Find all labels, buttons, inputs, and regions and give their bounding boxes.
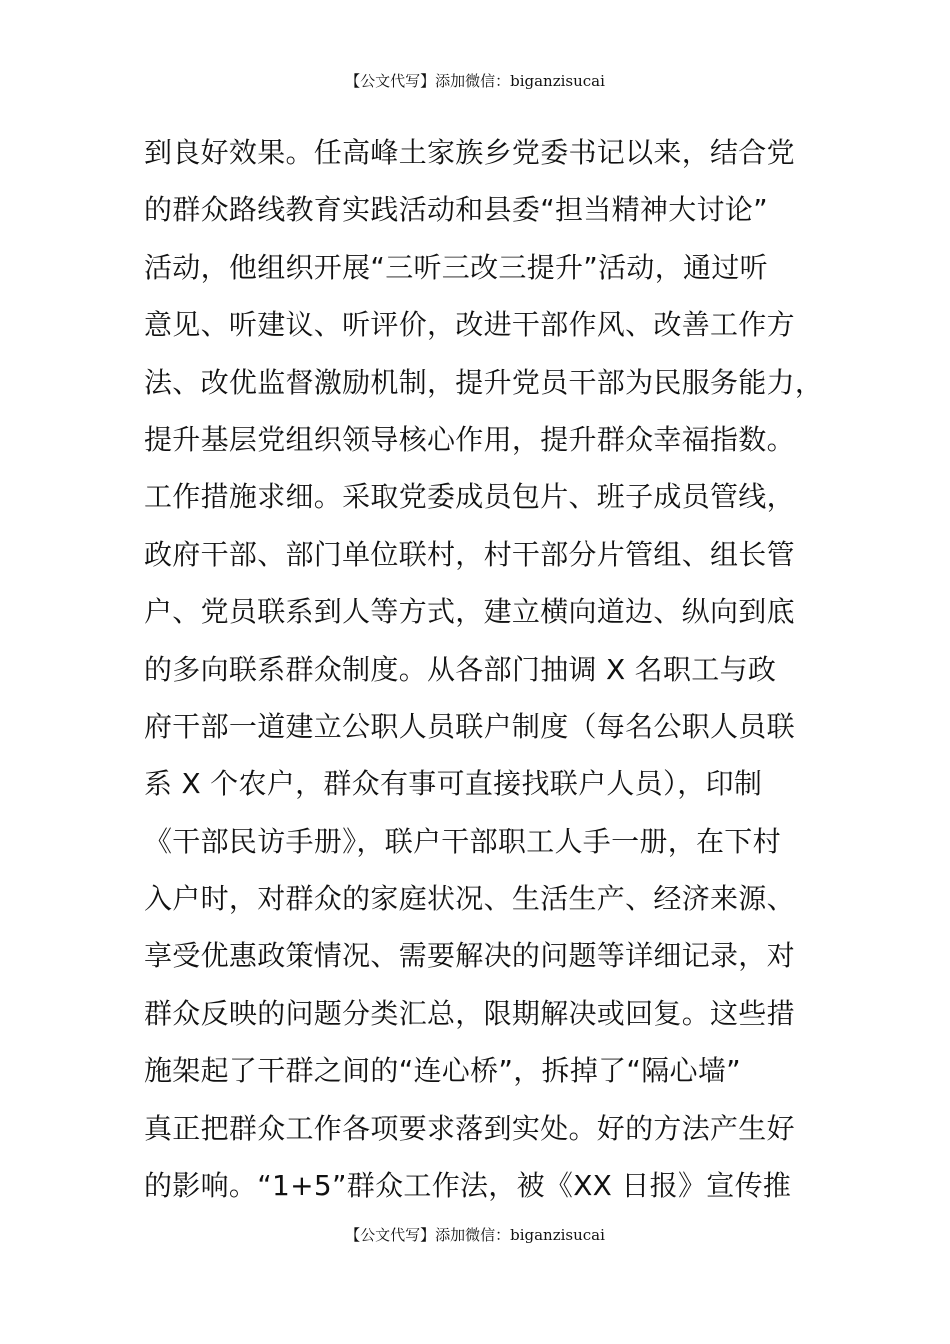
text-line: 工作措施求细。采取党委成员包片、班子成员管线，	[144, 480, 795, 514]
text-line: 活动，他组织开展“三听三改三提升”活动，通过听	[144, 250, 768, 284]
text-line: 提升基层党组织领导核心作用，提升群众幸福指数。	[144, 422, 795, 456]
text-line: 入户时，对群众的家庭状况、生活生产、经济来源、	[144, 882, 795, 916]
text-line: 群众反映的问题分类汇总，限期解决或回复。这些措	[144, 996, 795, 1030]
text-line: 意见、听建议、听评价，改进干部作风、改善工作方	[144, 308, 795, 342]
text-line: 府干部一道建立公职人员联户制度（每名公职人员联	[144, 709, 795, 743]
text-line: 到良好效果。任高峰土家族乡党委书记以来，结合党	[144, 136, 795, 169]
text-line: 系 X 个农户，群众有事可直接找联户人员），印制	[144, 767, 763, 801]
text-line: 法、改优监督激励机制，提升党员干部为民服务能力，	[144, 365, 824, 399]
text-line: 政府干部、部门单位联村，村干部分片管组、组长管	[144, 537, 795, 571]
body-text	[144, 124, 844, 1214]
page-header: 【公文代写】添加微信：biganzisucai	[345, 72, 605, 90]
text-line: 真正把群众工作各项要求落到实处。好的方法产生好	[144, 1111, 795, 1145]
text-line: 的多向联系群众制度。从各部门抽调 X 名职工与政	[144, 652, 777, 686]
text-line: 享受优惠政策情况、需要解决的问题等详细记录，对	[144, 939, 795, 973]
text-line: 户、党员联系到人等方式，建立横向道边、纵向到底	[144, 595, 795, 629]
text-line: 的群众路线教育实践活动和县委“担当精神大讨论”	[144, 193, 768, 227]
text-line: 施架起了干群之间的“连心桥”，拆掉了“隔心墙”	[144, 1054, 741, 1088]
text-line: 《干部民访手册》，联户干部职工人手一册，在下村	[144, 824, 781, 858]
page-footer: 【公文代写】添加微信：biganzisucai	[345, 1226, 605, 1244]
text-line: 的影响。“1+5”群众工作法，被《XX 日报》宣传推	[144, 1169, 792, 1203]
